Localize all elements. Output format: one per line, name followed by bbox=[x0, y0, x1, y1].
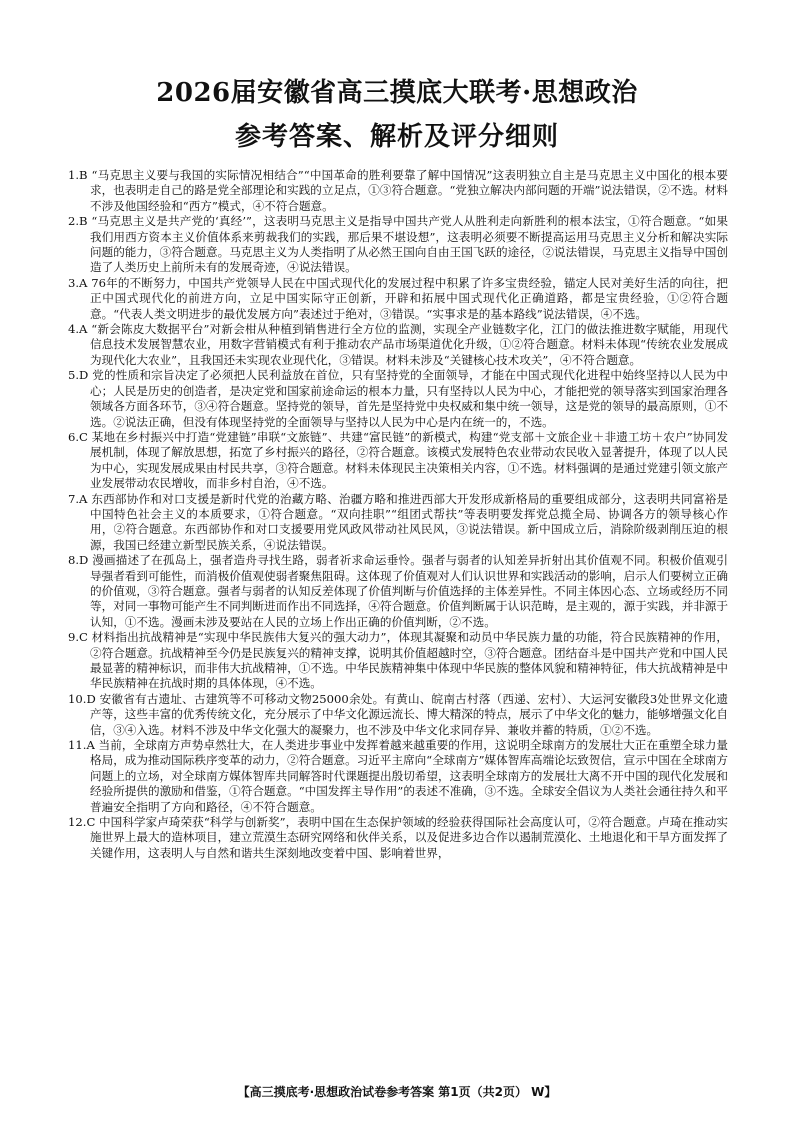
answer-item-5: 5.D 党的性质和宗旨决定了必须把人民利益放在首位，只有坚持党的全面领导，才能在中国式现代化进程中始终坚持以人民为中心；人民是历史的创造者，是决定党和国家前途命运的根本力量，只有坚持以人民为中心，才能把党的领导落实到国家治理各领域各方面各环节，③④符合题意。坚持党的领导，首先是坚持党中央权威和集中统一领导，这是党的领导的最高原则，①不选。②说法正确，但没有体现坚持党的全面领导与坚持以人民为中心是内在统一的，不选。 bbox=[68, 368, 728, 429]
page-footer: 【高三摸底考·思想政治试卷参考答案 第1页（共2页） W】 bbox=[237, 1085, 557, 1099]
answer-item-10: 10.D 安徽省有古遗址、古建筑等不可移动文物25000余处。有黄山、皖南古村落（西递、宏村）、大运河安徽段3处世界文化遗产等，这些丰富的优秀传统文化，充分展示了中华文化源远流长、博大精深的特点，展示了中华文化的魅力，能够增强文化自信，③④入选。材料不涉及中华文化强大的凝聚力，也不涉及中华文化求同存异、兼收并蓄的特质，①②不选。 bbox=[68, 691, 728, 737]
answer-item-9: 9.C 材料指出抗战精神是“实现中华民族伟大复兴的强大动力”，体现其凝聚和动员中华民族力量的功能，符合民族精神的作用，②符合题意。抗战精神至今仍是民族复兴的精神支撑，说明其价值超越时空，③符合题意。团结奋斗是中国共产党和中国人民最显著的精神标识，而非伟大抗战精神，①不选。中华民族精神集中体现中华民族的整体风貌和精神特征，伟大抗战精神是中华民族精神在抗战时期的具体体现，④不选。 bbox=[68, 630, 728, 691]
answer-item-4: 4.A “新会陈皮大数据平台”对新会柑从种植到销售进行全方位的监测，实现全产业链数字化，江门的做法推进数字赋能，用现代信息技术发展智慧农业，用数字营销模式有利于推动农产品市场渠道优化升级，①②符合题意。材料未体现“传统农业发展成为现代化大农业”，且我国还未实现农业现代化，③错误。材料未涉及“关键核心技术攻关”，④不符合题意。 bbox=[68, 322, 728, 367]
answer-item-12: 12.C 中国科学家卢琦荣获“科学与创新奖”，表明中国在生态保护领域的经验获得国际社会高度认可，②符合题意。卢琦在推动实施世界上最大的造林项目，建立荒漠生态研究网络和伙伴关系，以及促进多边合作以遏制荒漠化、土地退化和干旱方面发挥了关键作用，这表明人与自然和谐共生深刻地改变着中国、影响着世界， bbox=[68, 815, 728, 860]
document-title: 2026届安徽省高三摸底大联考·思想政治 bbox=[156, 78, 638, 108]
answer-item-8: 8.D 漫画描述了在孤岛上，强者造舟寻找生路，弱者祈求命运垂怜。强者与弱者的认知差异折射出其价值观不同。积极价值观引导强者看到可能性，而消极价值观使弱者聚焦阻碍。这体现了价值观对人们认识世界和实践活动的影响，启示人们要树立正确的价值观，③符合题意。强者与弱者的认知反差体现了价值判断与价值选择的主体差异性。不同主体因心态、立场或经历不同等，对同一事物可能产生不同判断进而作出不同选择，④符合题意。价值判断属于认识范畴，是主观的，源于实践，并非源于认知，①不选。漫画未涉及要站在人民的立场上作出正确的价值判断，②不选。 bbox=[68, 553, 728, 629]
answer-item-11: 11.A 当前，全球南方声势卓然壮大，在人类进步事业中发挥着越来越重要的作用，这说明全球南方的发展壮大正在重塑全球力量格局，成为推动国际秩序变革的动力，②符合题意。习近平主席向“全球南方”媒体智库高端论坛致贺信，宣示中国在全球南方问题上的立场，对全球南方媒体智库共同解答时代课题提出殷切希望，这表明全球南方的发展壮大离不开中国的现代化发展和经验所提供的激励和借鉴，①符合题意。“中国发挥主导作用”的表述不准确，③不选。全球安全倡议为人类社会通往持久和平普遍安全指明了方向和路径，④不符合题意。 bbox=[68, 738, 728, 814]
answer-item-2: 2.B “马克思主义是共产党的‘真经’”，这表明马克思主义是指导中国共产党人从胜利走向新胜利的根本法宝，①符合题意。“如果我们用西方资本主义价值体系来剪裁我们的实践，那后果不堪设想”，这表明必须要不断提高运用马克思主义分析和解决实际问题的能力，③符合题意。马克思主义为人类指明了从必然王国向自由王国飞跃的途径，②说法错误，马克思主义指导中国创造了人类历史上前所未有的发展奇迹，④说法错误。 bbox=[68, 214, 728, 275]
answer-list bbox=[68, 168, 728, 861]
answer-item-1: 1.B “马克思主义要与我国的实际情况相结合”“中国革命的胜利要靠了解中国情况”这表明独立自主是马克思主义中国化的根本要求，也表明走自己的路是党全部理论和实践的立足点，①③符合题意。“党独立解决内部问题的开端”说法错误，②不选。材料不涉及他国经验和“西方”模式，④不符合题意。 bbox=[68, 168, 728, 213]
answer-item-6: 6.C 某地在乡村振兴中打造“党建链”串联“文旅链”、共建“富民链”的新模式，构建“党支部＋文旅企业＋非遗工坊＋农户”协同发展机制，体现了解放思想，拓宽了乡村振兴的路径，②符合题意。该模式发展特色农业带动农民收入显著提升，体现了以人民为中心，实现发展成果由村民共享，③符合题意。材料未体现民主决策相关内容，①不选。材料强调的是通过党建引领文旅产业发展带动农民增收，而非乡村自治，④不选。 bbox=[68, 429, 728, 491]
document-subtitle: 参考答案、解析及评分细则 bbox=[234, 122, 559, 152]
answer-item-3: 3.A 76年的不断努力，中国共产党领导人民在中国式现代化的发展过程中积累了许多宝贵经验，锚定人民对美好生活的向往，把正中国式现代化的前进方向，立足中国实际守正创新，开辟和拓展中国式现代化正确道路，都是宝贵经验，①②符合题意。“代表人类文明进步的最优发展方向”表述过于绝对，③错误。“实事求是的基本路线”说法错误，④不选。 bbox=[68, 275, 728, 321]
answer-item-7: 7.A 东西部协作和对口支援是新时代党的治藏方略、治疆方略和推进西部大开发形成新格局的重要组成部分，这表明共同富裕是中国特色社会主义的本质要求，①符合题意。“双向挂职”“组团式帮扶”等表明要发挥党总揽全局、协调各方的领导核心作用，②符合题意。东西部协作和对口支援要用党风政风带动社风民风，③说法错误。新中国成立后，消除阶级剥削压迫的根源，我国已经建立新型民族关系，④说法错误。 bbox=[68, 491, 728, 552]
